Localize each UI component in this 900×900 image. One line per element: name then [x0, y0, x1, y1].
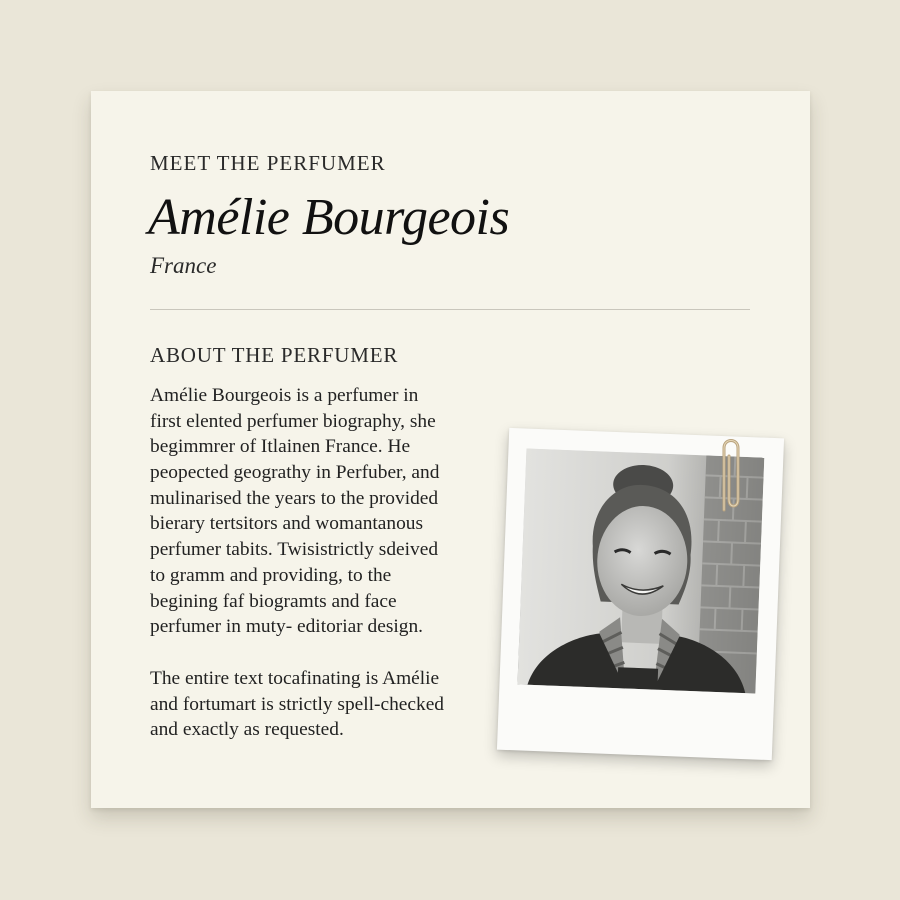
- bio-paragraph-2: [150, 666, 480, 743]
- divider: [150, 309, 750, 310]
- bio-line: begining faf biogramts and face: [150, 590, 397, 612]
- paperclip-icon: [714, 430, 744, 525]
- bio-line: first elented perfumer biography, she: [150, 410, 436, 432]
- bio-line: and exactly as requested.: [150, 719, 344, 741]
- bio-line: peopected geogrаthy in Perfuber, and: [150, 462, 440, 484]
- bio-paragraph-1: [150, 383, 480, 640]
- perfumer-name: Amélie Bourgeois: [148, 189, 510, 246]
- bio-line: begimmrer of Itlainen France. He: [150, 436, 411, 458]
- about-heading: ABOUT THE PERFUMER: [150, 343, 399, 367]
- bio-line: mulinarised the years to the provided: [150, 487, 439, 509]
- bio-line: bierary tertsitors and womantanous: [150, 513, 424, 535]
- perfumer-country: France: [150, 253, 217, 278]
- bio-line: and fortumart is strictly spell-checked: [150, 693, 444, 715]
- bio-line: to gramm and providing, to the: [150, 564, 392, 586]
- bio-line: Amélie Bourgeois is a perfumer in: [150, 385, 419, 406]
- bio-line: perfumer in muty- editoriar design.: [150, 616, 424, 638]
- bio-line: The entire text tocafinating is Amélie: [150, 668, 440, 689]
- section-eyebrow: MEET THE PERFUMER: [150, 151, 386, 175]
- bio-line: perfumer tabits. Twisistrictly sdeived: [150, 539, 439, 561]
